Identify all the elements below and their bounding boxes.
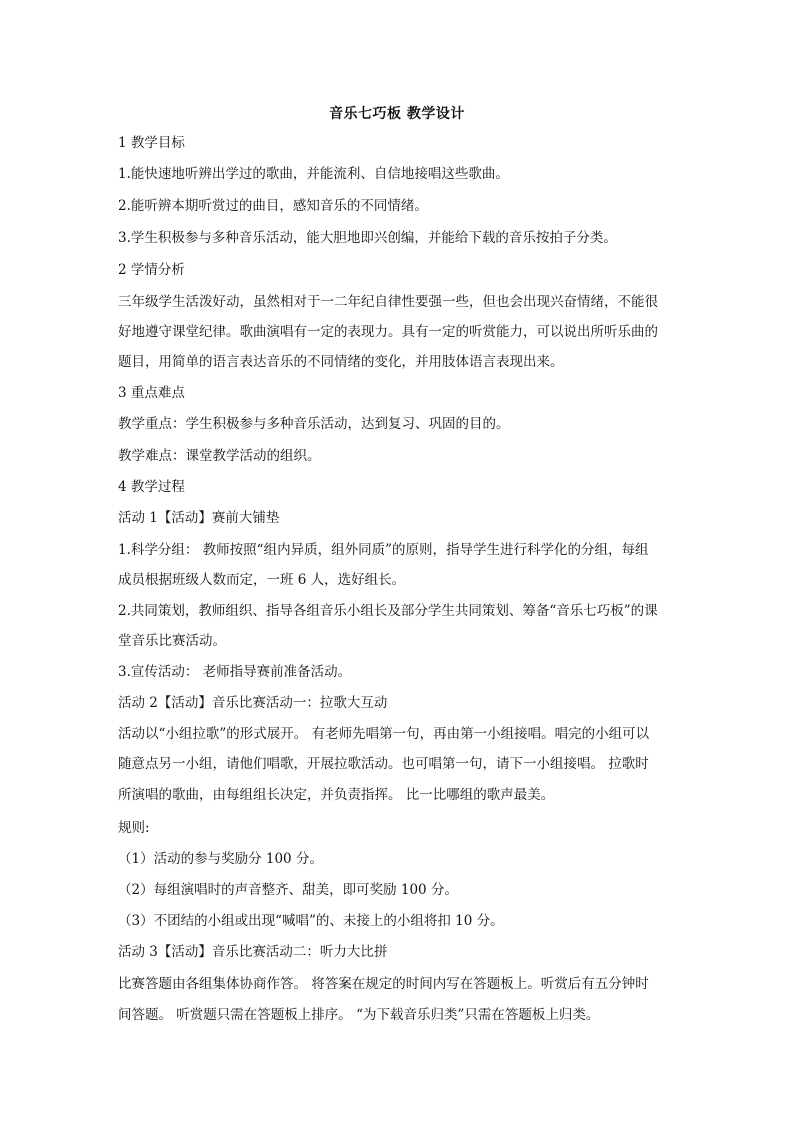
activity-heading: 活动 3【活动】音乐比赛活动二：听力大比拼 [118,944,388,960]
paragraph-line: 三年级学生活泼好动，虽然相对于一二年纪自律性要强一些，但也会出现兴奋情绪，不能很 [118,294,658,310]
paragraph-line: 题目，用简单的语言表达音乐的不同情绪的变化，并用肢体语言表现出来。 [118,354,564,370]
paragraph-line: 间答题。 听赏题只需在答题板上排序。 “为下载音乐归类”只需在答题板上归类。 [118,1007,600,1023]
paragraph-line: 活动以“小组拉歌”的形式展开。 有老师先唱第一句，再由第一小组接唱。唱完的小组可以 [118,726,650,742]
activity-heading: 活动 1【活动】赛前大铺垫 [118,510,280,526]
paragraph-line: 堂音乐比赛活动。 [118,633,226,649]
activity-heading: 活动 2【活动】音乐比赛活动一：拉歌大互动 [118,695,388,711]
paragraph-line: 成员根据班级人数而定，一班 6 人，选好组长。 [118,572,406,588]
rule-item: （3）不团结的小组或出现“喊唱”的、未接上的小组将扣 10 分。 [118,913,504,929]
paragraph-line: 好地遵守课堂纪律。歌曲演唱有一定的表现力。具有一定的听赏能力，可以说出所听乐曲的 [118,324,658,340]
paragraph-line: 3.宣传活动： 老师指导赛前准备活动。 [118,664,352,680]
document-title: 音乐七巧板 教学设计 [329,106,465,122]
paragraph-line: 所演唱的歌曲，由每组组长决定，并负责指挥。 比一比哪组的歌声最美。 [118,787,555,803]
rules-label: 规则: [118,820,150,836]
section-heading: 1 教学目标 [118,135,185,151]
paragraph-line: 2.共同策划，教师组织、指导各组音乐小组长及部分学生共同策划、筹备“音乐七巧板”的课 [118,603,658,619]
section-heading: 4 教学过程 [118,479,185,495]
rule-item: （2）每组演唱时的声音整齐、甜美，即可奖励 100 分。 [118,882,458,898]
section-heading: 2 学情分析 [118,262,185,278]
paragraph-line: 教学重点：学生积极参与多种音乐活动，达到复习、巩固的目的。 [118,416,510,432]
paragraph-line: 比赛答题由各组集体协商作答。 将答案在规定的时间内写在答题板上。听赏后有五分钟时 [118,976,649,992]
rule-item: （1）活动的参与奖励分 100 分。 [118,851,323,867]
paragraph-line: 教学难点：课堂教学活动的组织。 [118,448,321,464]
paragraph-line: 3.学生积极参与多种音乐活动，能大胆地即兴创编，并能给下载的音乐按拍子分类。 [118,230,617,246]
paragraph-line: 1.科学分组： 教师按照“组内异质，组外同质”的原则，指导学生进行科学化的分组，每组 [118,542,649,558]
paragraph-line: 2.能听辨本期听赏过的曲目，感知音乐的不同情绪。 [118,198,428,214]
section-heading: 3 重点难点 [118,385,185,401]
paragraph-line: 1.能快速地听辨出学过的歌曲，并能流利、自信地接唱这些歌曲。 [118,166,509,182]
paragraph-line: 随意点另一小组，请他们唱歌，开展拉歌活动。也可唱第一句，请下一小组接唱。 拉歌时 [118,756,649,772]
